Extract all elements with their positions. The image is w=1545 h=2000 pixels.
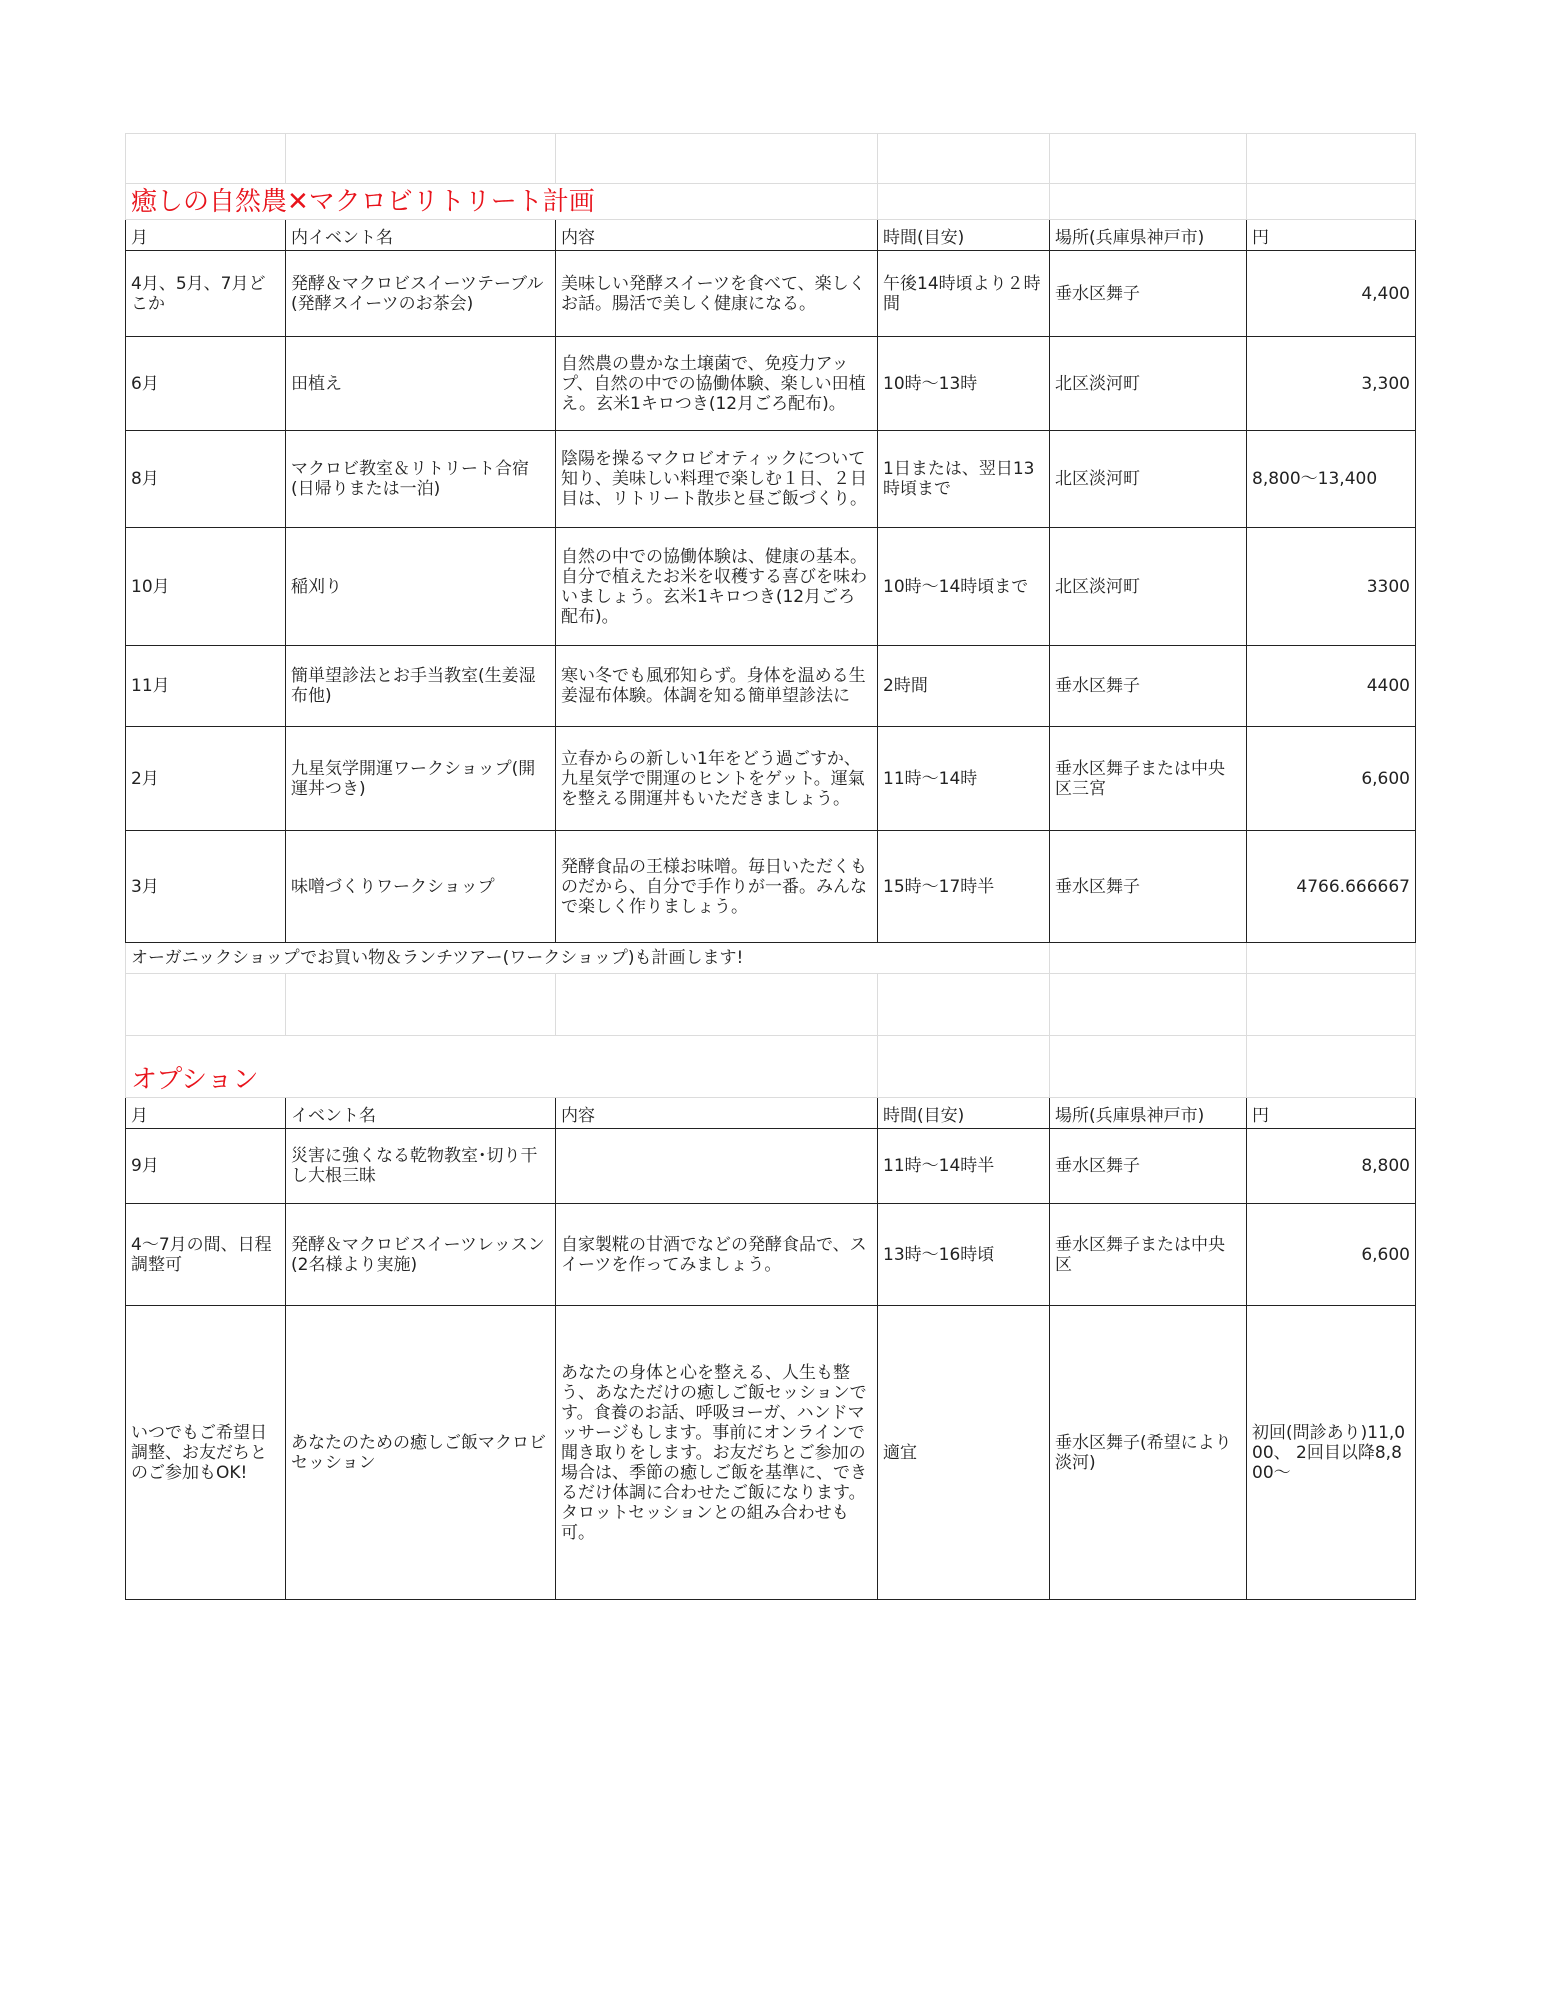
month-cell: 8月 <box>126 431 286 528</box>
event-cell: 稲刈り <box>286 528 556 646</box>
month-cell: 3月 <box>126 831 286 943</box>
events-table <box>125 133 1416 1600</box>
price-cell: 3300 <box>1247 528 1416 646</box>
content-cell: 寒い冬でも風邪知らず。身体を温める生姜湿布体験。体調を知る簡単望診法に <box>556 646 878 727</box>
month-cell: 10月 <box>126 528 286 646</box>
table-row <box>126 1204 1416 1306</box>
event-cell: 災害に強くなる乾物教室･切り干し大根三昧 <box>286 1129 556 1204</box>
section2-title: オプション <box>126 1036 878 1098</box>
content-cell: 美味しい発酵スイーツを食べて、楽しくお話。腸活で美しく健康になる。 <box>556 251 878 337</box>
price-cell: 6,600 <box>1247 727 1416 831</box>
blank-cell <box>1247 1036 1416 1098</box>
spreadsheet <box>125 133 1415 1600</box>
note-row <box>126 943 1416 974</box>
blank-cell <box>878 974 1050 1036</box>
blank-row <box>126 974 1416 1036</box>
blank-cell <box>556 974 878 1036</box>
content-header: 内容 <box>556 1098 878 1129</box>
event-cell: 味噌づくりワークショップ <box>286 831 556 943</box>
place-header: 場所(兵庫県神戸市) <box>1050 1098 1247 1129</box>
table-row <box>126 1129 1416 1204</box>
section1-title: 癒しの自然農✕マクロビリトリート計画 <box>126 184 878 220</box>
time-cell: 2時間 <box>878 646 1050 727</box>
month-cell: いつでもご希望日調整、お友だちとのご参加もOK! <box>126 1306 286 1600</box>
place-cell: 垂水区舞子 <box>1050 646 1247 727</box>
blank-cell <box>286 974 556 1036</box>
blank-cell <box>1247 974 1416 1036</box>
blank-cell <box>126 134 286 184</box>
time-cell: 13時〜16時頃 <box>878 1204 1050 1306</box>
table-row <box>126 337 1416 431</box>
blank-cell <box>1247 943 1416 974</box>
blank-cell <box>1050 1036 1247 1098</box>
time-cell: 11時〜14時半 <box>878 1129 1050 1204</box>
blank-cell <box>126 974 286 1036</box>
header-row <box>126 220 1416 251</box>
time-cell: 午後14時頃より２時間 <box>878 251 1050 337</box>
table-row <box>126 251 1416 337</box>
shopping-tour-note: オーガニックショップでお買い物＆ランチツアー(ワークショップ)も計画します! <box>126 943 1050 974</box>
event-cell: 簡単望診法とお手当教室(生姜湿布他) <box>286 646 556 727</box>
blank-row <box>126 134 1416 184</box>
blank-cell <box>556 134 878 184</box>
time-cell: 適宜 <box>878 1306 1050 1600</box>
blank-cell <box>1050 974 1247 1036</box>
month-cell: 11月 <box>126 646 286 727</box>
content-cell: 立春からの新しい1年をどう過ごすか、九星気学で開運のヒントをゲット。運氣を整える開運丼もいただきましょう。 <box>556 727 878 831</box>
table-row <box>126 528 1416 646</box>
month-cell: 4〜7月の間、日程調整可 <box>126 1204 286 1306</box>
content-cell: 自然農の豊かな土壌菌で、免疫力アップ、自然の中での協働体験、楽しい田植え。玄米1キロつき(12月ごろ配布)。 <box>556 337 878 431</box>
place-cell: 垂水区舞子または中央区 <box>1050 1204 1247 1306</box>
event-header: 内イベント名 <box>286 220 556 251</box>
content-cell: 発酵食品の王様お味噌。毎日いただくものだから、自分で手作りが一番。みんなで楽しく作りましょう。 <box>556 831 878 943</box>
section2-title-row <box>126 1036 1416 1098</box>
place-cell: 垂水区舞子 <box>1050 251 1247 337</box>
month-cell: 6月 <box>126 337 286 431</box>
price-cell: 8,800〜13,400 <box>1247 431 1416 528</box>
table-row <box>126 646 1416 727</box>
event-cell: あなたのための癒しご飯マクロビセッション <box>286 1306 556 1600</box>
table-row <box>126 727 1416 831</box>
blank-cell <box>286 134 556 184</box>
blank-cell <box>1247 184 1416 220</box>
time-cell: 11時〜14時 <box>878 727 1050 831</box>
event-cell: 九星気学開運ワークショップ(開運丼つき) <box>286 727 556 831</box>
month-header: 月 <box>126 1098 286 1129</box>
price-cell: 4400 <box>1247 646 1416 727</box>
time-header: 時間(目安) <box>878 1098 1050 1129</box>
event-cell: 発酵＆マクロビスイーツテーブル(発酵スイーツのお茶会) <box>286 251 556 337</box>
price-cell: 初回(問診あり)11,000、 2回目以降8,800〜 <box>1247 1306 1416 1600</box>
content-cell: 自家製糀の甘酒でなどの発酵食品で、スイーツを作ってみましょう。 <box>556 1204 878 1306</box>
price-cell: 8,800 <box>1247 1129 1416 1204</box>
price-cell: 3,300 <box>1247 337 1416 431</box>
place-cell: 北区淡河町 <box>1050 431 1247 528</box>
month-cell: 2月 <box>126 727 286 831</box>
blank-cell <box>878 134 1050 184</box>
place-cell: 北区淡河町 <box>1050 528 1247 646</box>
place-cell: 垂水区舞子 <box>1050 1129 1247 1204</box>
event-cell: 発酵＆マクロビスイーツレッスン(2名様より実施) <box>286 1204 556 1306</box>
time-header: 時間(目安) <box>878 220 1050 251</box>
price-cell: 4766.666667 <box>1247 831 1416 943</box>
price-header: 円 <box>1247 220 1416 251</box>
month-cell: 9月 <box>126 1129 286 1204</box>
content-cell <box>556 1129 878 1204</box>
blank-cell <box>878 184 1050 220</box>
table-row <box>126 431 1416 528</box>
blank-cell <box>1050 943 1247 974</box>
place-header: 場所(兵庫県神戸市) <box>1050 220 1247 251</box>
blank-cell <box>878 1036 1050 1098</box>
table-row <box>126 1306 1416 1600</box>
place-cell: 垂水区舞子(希望により淡河) <box>1050 1306 1247 1600</box>
content-cell: 自然の中での協働体験は、健康の基本。自分で植えたお米を収穫する喜びを味わいましょう。玄米1キロつき(12月ごろ配布)。 <box>556 528 878 646</box>
content-cell: 陰陽を操るマクロビオティックについて知り、美味しい料理で楽しむ１日、２日目は、リトリート散歩と昼ご飯づくり。 <box>556 431 878 528</box>
event-cell: マクロビ教室＆リトリート合宿(日帰りまたは一泊) <box>286 431 556 528</box>
blank-cell <box>1247 134 1416 184</box>
place-cell: 北区淡河町 <box>1050 337 1247 431</box>
blank-cell <box>1050 184 1247 220</box>
section1-title-row <box>126 184 1416 220</box>
price-cell: 6,600 <box>1247 1204 1416 1306</box>
month-cell: 4月、5月、7月どこか <box>126 251 286 337</box>
time-cell: 10時〜13時 <box>878 337 1050 431</box>
header-row <box>126 1098 1416 1129</box>
price-cell: 4,400 <box>1247 251 1416 337</box>
month-header: 月 <box>126 220 286 251</box>
event-cell: 田植え <box>286 337 556 431</box>
time-cell: 1日または、翌日13時頃まで <box>878 431 1050 528</box>
event-header: イベント名 <box>286 1098 556 1129</box>
table-row <box>126 831 1416 943</box>
price-header: 円 <box>1247 1098 1416 1129</box>
time-cell: 15時〜17時半 <box>878 831 1050 943</box>
place-cell: 垂水区舞子 <box>1050 831 1247 943</box>
blank-cell <box>1050 134 1247 184</box>
time-cell: 10時〜14時頃まで <box>878 528 1050 646</box>
content-cell: あなたの身体と心を整える、人生も整う、あなただけの癒しご飯セッションです。食養のお話、呼吸ヨーガ、ハンドマッサージもします。事前にオンラインで聞き取りをします。お友だちとご参加の場合は、季節の癒しご飯を基準に、できるだけ体調に合わせたご飯になります。タロットセッションとの組み合わせも可。 <box>556 1306 878 1600</box>
place-cell: 垂水区舞子または中央区三宮 <box>1050 727 1247 831</box>
content-header: 内容 <box>556 220 878 251</box>
